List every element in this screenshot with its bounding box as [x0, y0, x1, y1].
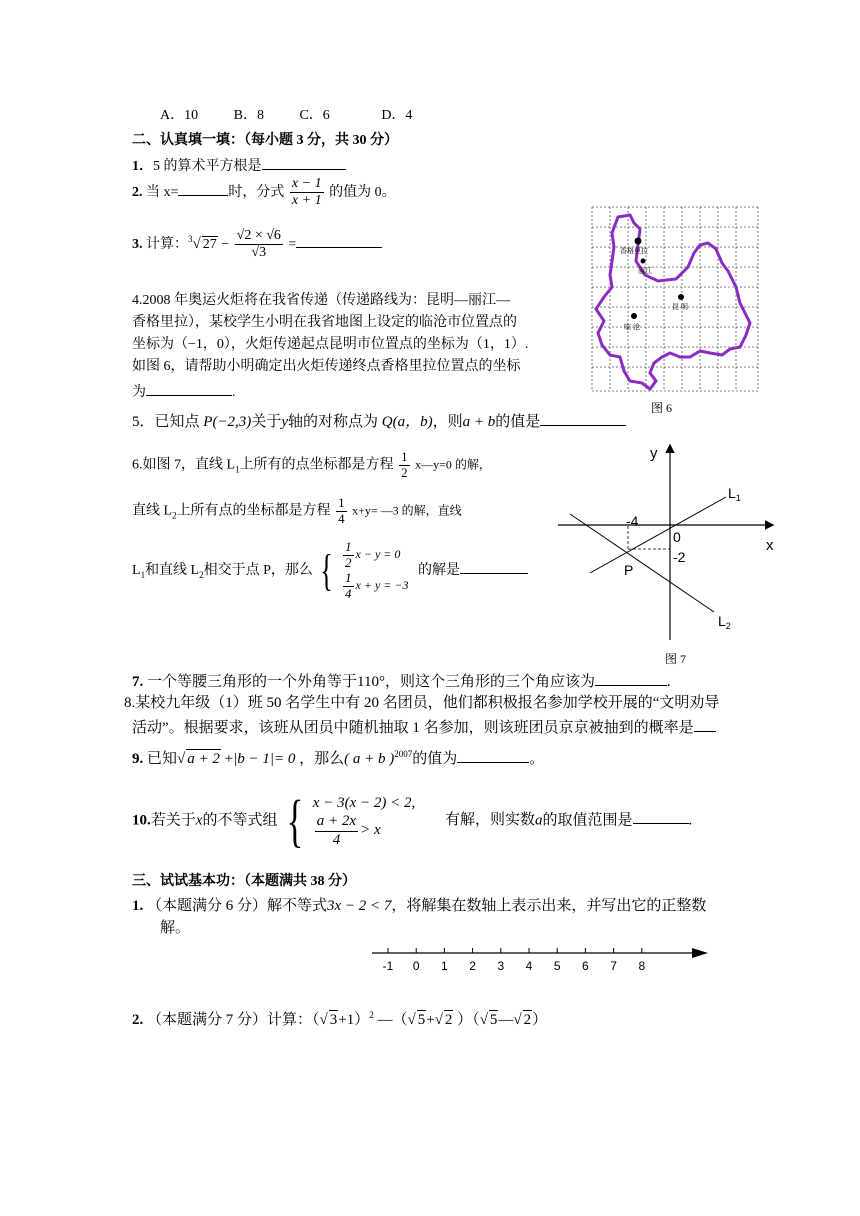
question-4-line-5: 为 . — [132, 381, 236, 402]
question-4-line-2: 香格里拉），某校学生小明在我省地图上设定的临沧市位置点的 — [132, 315, 517, 330]
label-lincang: 临 沧 — [624, 324, 640, 331]
tick-label: 7 — [610, 959, 617, 973]
question-6-line-2: 直线 $L_2$上所有点的坐标都是方程 $\frac{1}{4}$ x+y= —3 的解，直线 — [132, 495, 462, 526]
origin-label: 0 — [673, 529, 681, 545]
problem-2: 2. （本题满分 7 分）计算：（√ 3+1）$^2$ —（√ 5+√ 2 ）（√ 5—√ 2） — [132, 1010, 548, 1028]
question-10: 10.若关于x的不等式组 { x − 3(x − 2) < 2, $\frac{a + 2x}{4}$ > x 有解，则实数a的取值范围是 . — [132, 788, 693, 853]
option-c: C．6 — [299, 108, 330, 123]
option-d: D．4 — [381, 108, 413, 123]
answer-blank[interactable] — [540, 411, 626, 426]
x-label: x — [766, 537, 774, 554]
label-lijiang: 丽江 — [638, 268, 652, 275]
tick-label: -1 — [382, 959, 394, 973]
question-4-line-4: 如图 6，请帮助小明确定出火炬传递终点香格里拉位置点的坐标 — [132, 359, 521, 374]
answer-blank[interactable] — [146, 381, 232, 396]
label-shangri-la: 香格里拉 — [620, 248, 648, 255]
tick-label: 5 — [553, 959, 561, 973]
tick-label: 4 — [525, 959, 533, 973]
tick-label: 3 — [497, 959, 505, 973]
section-2-heading: 二、认真填一填：（每小题 3 分，共 30 分） — [132, 133, 398, 148]
question-6-line-3: $L_1$和直线 $L_2$相交于点 P，那么 { $\frac{1}{2}$ x − y = 0 $\frac{1}{4}$ x + y = −3 的解是 — [132, 540, 528, 602]
answer-blank[interactable] — [296, 233, 382, 248]
section-3-heading: 三、试试基本功：（本题满共 38 分） — [132, 874, 356, 889]
answer-blank[interactable] — [595, 671, 667, 686]
question-3: 3. 计算：$^3$√ 27 − $\frac{√2 \times √6}{√3}$ = — [132, 228, 382, 261]
question-7: 7. 一个等腰三角形的一个外角等于110°，则这个三角形的三个角应该为 . — [132, 671, 671, 691]
l1-label: $L_1$ — [728, 485, 741, 503]
tick-label: 0 — [412, 959, 420, 973]
question-5: 5．已知点 P(−2,3)关于y轴的对称点为 Q(a，b)，则a + b的值是 — [132, 411, 626, 431]
figure-6-map — [590, 205, 760, 397]
line-l2 — [570, 514, 714, 612]
answer-blank[interactable] — [178, 181, 228, 196]
question-4-line-3: 坐标为（−1，0），火炬传递起点昆明市位置点的坐标为（1，1）. — [132, 337, 529, 352]
question-4-line-1: 4.2008 年奥运火炬将在我省传递（传递路线为：昆明—丽江— — [132, 293, 510, 308]
question-2: 2. 当 x= 时，分式 $\frac{x - 1}{x + 1}$ 的值为 0。 — [132, 176, 396, 209]
y-label: y — [650, 445, 658, 462]
option-b: B．8 — [233, 108, 264, 123]
figure-7-caption: 图 7 — [665, 652, 687, 666]
point-p-label: P — [624, 562, 634, 578]
number-line — [370, 944, 710, 974]
tick-label: 6 — [582, 959, 589, 973]
question-1: 1．5 的算术平方根是 — [132, 155, 346, 176]
neg4-label: -4 — [626, 513, 639, 529]
figure-7-graph — [556, 440, 786, 650]
question-8-line-2: 活动”。根据要求，该班从团员中随机抽取 1 名参加，则该班团员京京被抽到的概率是 — [132, 717, 716, 737]
answer-blank[interactable] — [460, 559, 528, 574]
l2-label: $L_2$ — [718, 613, 731, 631]
tick-label: 2 — [469, 959, 476, 973]
answer-blank[interactable] — [694, 717, 716, 732]
choice-options — [160, 108, 412, 125]
answer-blank[interactable] — [633, 809, 689, 824]
answer-blank[interactable] — [457, 748, 529, 763]
tick-label: 1 — [441, 959, 448, 973]
question-8-line-1: 8.某校九年级（1）班 50 名学生中有 20 名团员，他们都积极报名参加学校开展的“文明劝导 — [124, 695, 720, 711]
neg2-label: -2 — [673, 549, 686, 565]
question-6-line-1: 6.如图 7，直线 $L_1$上所有的点坐标都是方程 $\frac{1}{2}$ x—y=0 的解， — [132, 449, 491, 480]
figure-6-caption: 图 6 — [651, 401, 673, 415]
problem-1-line-1: 1. （本题满分 6 分）解不等式3x − 2 < 7，将解集在数轴上表示出来，并写出它的正整数 — [132, 898, 707, 914]
question-9: 9. 已知√ a + 2 +|b − 1|= 0 ，那么( a + b )$^{2007}$的值为 。 — [132, 749, 545, 767]
label-kunming: 昆 明 — [672, 304, 688, 311]
answer-blank[interactable] — [262, 155, 346, 170]
province-outline — [596, 215, 750, 389]
tick-label: 8 — [638, 959, 646, 973]
line-l1 — [590, 497, 726, 573]
option-a: A．10 — [160, 108, 199, 123]
problem-1-line-2: 解。 — [160, 920, 191, 936]
